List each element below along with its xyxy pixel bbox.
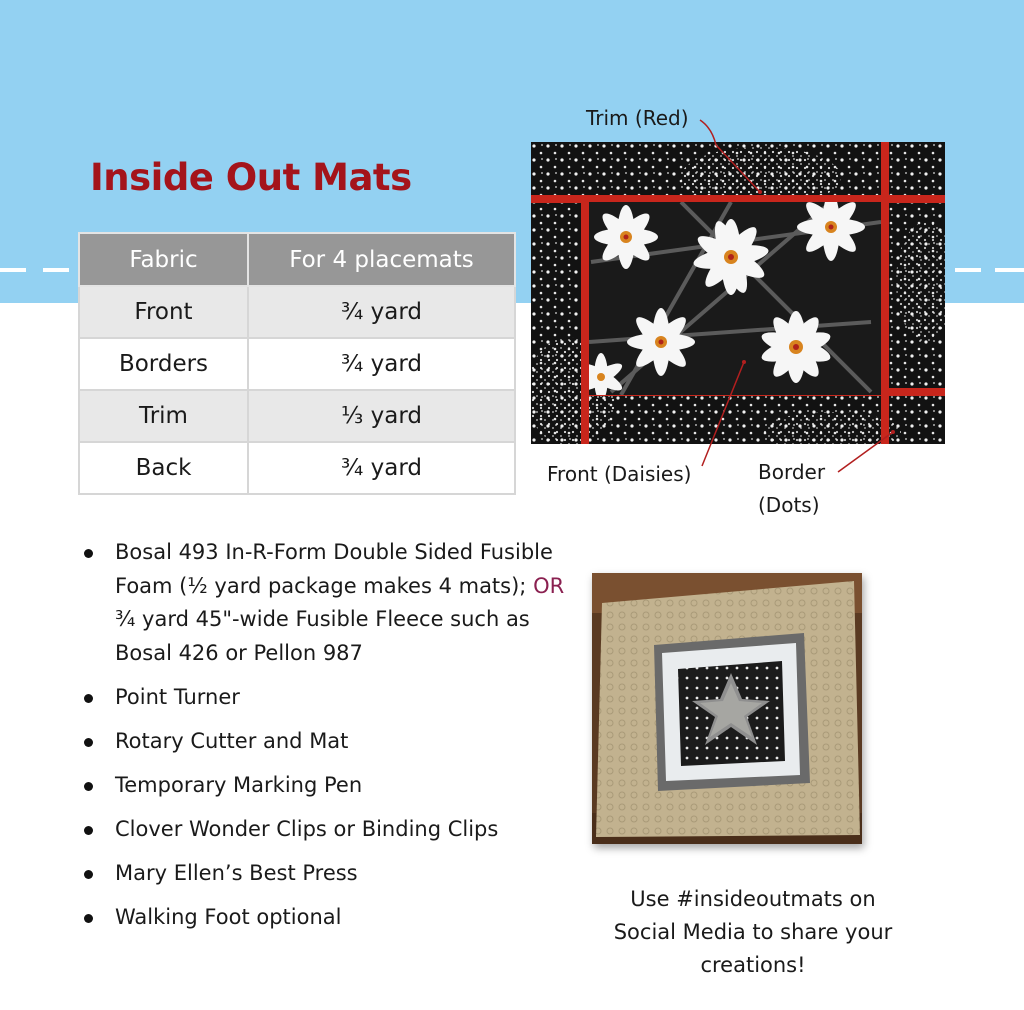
- list-item: Walking Foot optional: [80, 901, 580, 935]
- list-item: Temporary Marking Pen: [80, 769, 580, 803]
- list-item: [80, 536, 580, 670]
- front-pointer: [702, 362, 744, 466]
- supply-text: Foam (½ yard package makes 4 mats);: [115, 573, 534, 598]
- amount-cell: ¾ yard: [248, 338, 515, 390]
- label-trim: Trim (Red): [586, 106, 689, 130]
- page-title: Inside Out Mats: [90, 156, 412, 199]
- list-item: Point Turner: [80, 681, 580, 715]
- supply-text: ¾ yard 45"-wide Fusible Fleece such as: [115, 607, 530, 631]
- border-pointer: [838, 432, 893, 472]
- label-front: Front (Daisies): [547, 462, 692, 486]
- supply-text: Bosal 493 In-R-Form Double Sided Fusible: [115, 540, 553, 564]
- list-item: Mary Ellen’s Best Press: [80, 857, 580, 891]
- label-border-line1: Border: [758, 460, 826, 484]
- social-line: Social Media to share your: [613, 920, 893, 944]
- list-item: Clover Wonder Clips or Binding Clips: [80, 813, 580, 847]
- supply-text: Bosal 426 or Pellon 987: [115, 640, 363, 665]
- amount-cell: ⅓ yard: [248, 390, 515, 442]
- fabric-cell: Back: [79, 442, 248, 494]
- trim-pointer: [700, 120, 760, 192]
- social-line: Use #insideoutmats on: [630, 887, 876, 911]
- header-fabric: Fabric: [79, 233, 248, 286]
- amount-cell: ¾ yard: [248, 442, 515, 494]
- list-item: Rotary Cutter and Mat: [80, 725, 580, 759]
- fabric-cell: Borders: [79, 338, 248, 390]
- supplies-list: [80, 536, 580, 945]
- social-media-note: [593, 883, 913, 982]
- header-amount: For 4 placemats: [248, 233, 515, 286]
- fabric-cell: Front: [79, 286, 248, 338]
- or-text: OR: [533, 573, 565, 598]
- social-line: creations!: [700, 953, 806, 977]
- label-border-line2: (Dots): [758, 493, 820, 517]
- amount-cell: ¾ yard: [248, 286, 515, 338]
- fabric-cell: Trim: [79, 390, 248, 442]
